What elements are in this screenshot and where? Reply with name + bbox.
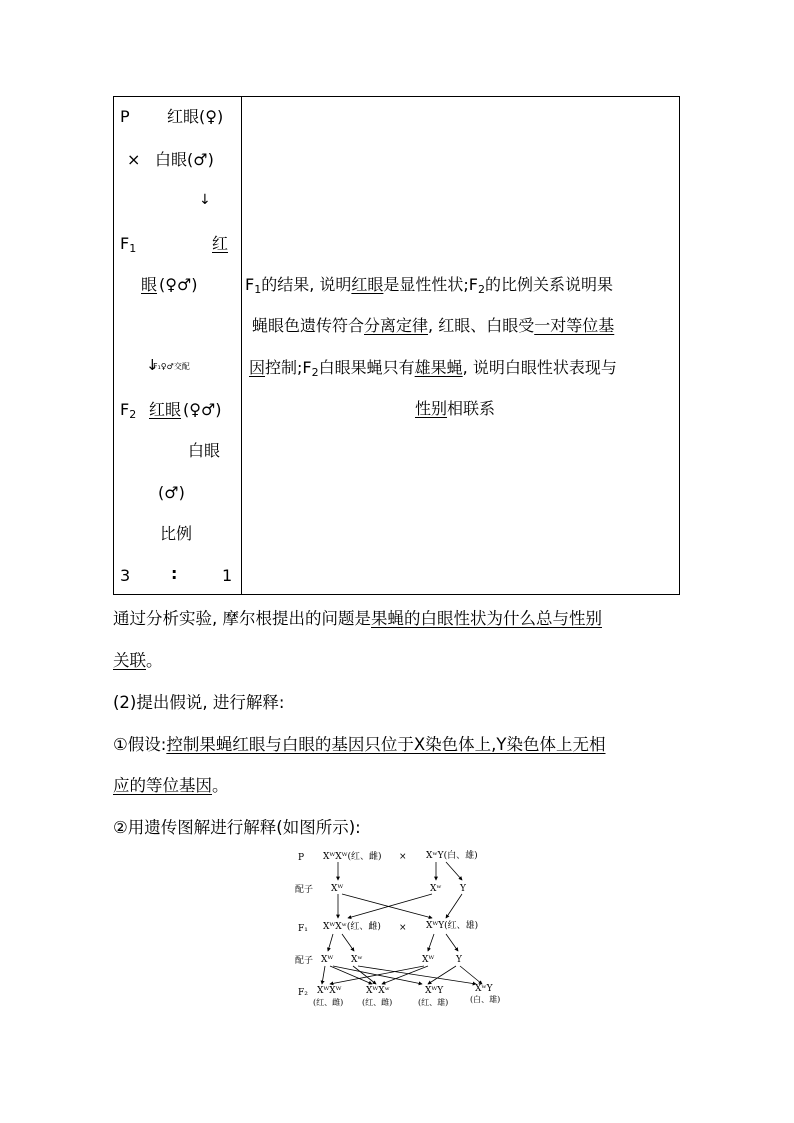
answer-sex: 性别	[415, 399, 448, 418]
hypothesis-heading: (2)提出假说, 进行解释:	[113, 693, 285, 712]
cross-symbol: ×	[127, 150, 141, 169]
arrow	[446, 894, 462, 918]
diagram-gamete: Y	[460, 884, 466, 894]
text: 的比例关系说明果	[485, 275, 614, 294]
diagram-f1-female: XᵂXʷ(红、雌)	[323, 922, 381, 932]
diagram-offspring: XᵂY	[425, 986, 444, 996]
f1-sub: 1	[129, 242, 137, 255]
text: 是显性性状;F	[383, 275, 479, 294]
diagram-offspring: XᵂXᵂ	[317, 986, 342, 996]
f2-white-eye: 白眼	[188, 441, 221, 460]
diagram-p-female: XᵂXᵂ(红、雌)	[323, 852, 382, 862]
text: 通过分析实验, 摩尔根提出的问题是	[113, 609, 371, 628]
text: 。	[146, 651, 163, 670]
diagram-offspring-desc: (红、雄)	[418, 998, 449, 1007]
arrow	[322, 966, 325, 984]
diagram-offspring: XʷY	[475, 984, 493, 994]
diagram-p-cross: ×	[399, 852, 407, 862]
f1-cross-note: F₁♀♂交配	[153, 362, 190, 371]
text: 控制;F	[265, 358, 312, 377]
f1-letter: F	[120, 234, 130, 253]
diagram-p-male: XʷY(白、雄)	[426, 851, 478, 861]
text: F	[245, 275, 255, 294]
answer-segregation-law: 分离定律	[364, 316, 429, 335]
f2-red-eye: 红眼	[149, 400, 182, 419]
arrow	[428, 966, 456, 984]
arrow	[382, 966, 428, 984]
text: 蝇眼色遗传符合	[252, 316, 365, 335]
arrow	[328, 934, 333, 951]
f1-red-part-b: 眼	[141, 275, 158, 294]
diagram-offspring: XᵂXʷ	[366, 986, 390, 996]
answer-allele-pair-end: 因	[249, 358, 266, 377]
f2-white-sex: (♂)	[158, 483, 185, 502]
diagram-f1-label: F₁	[298, 924, 308, 934]
sub: 2	[311, 366, 319, 379]
ratio-label: 比例	[160, 524, 193, 543]
answer-question: 果蝇的白眼性状为什么总与性别	[371, 609, 602, 628]
ratio-three: 3	[120, 566, 131, 585]
answer-question-end: 关联	[113, 651, 146, 670]
answer-red-eye: 红眼	[351, 275, 384, 294]
text: 相联系	[447, 399, 496, 418]
p-red-eye: 红眼(♀)	[167, 107, 224, 126]
cross-down-arrow-icon: ↓	[146, 356, 159, 374]
arrow	[446, 862, 462, 880]
f2-letter: F	[120, 400, 130, 419]
diagram-gamete: Xᵂ	[422, 955, 435, 965]
f1-red-part-a: 红	[212, 234, 229, 253]
text: ①假设:	[113, 735, 167, 754]
diagram-gamete: Y	[456, 955, 462, 965]
text: 的结果, 说明	[261, 275, 352, 294]
down-arrow-icon: ↓	[199, 192, 211, 208]
diagram-offspring-desc: (红、雌)	[313, 998, 344, 1007]
text: 白眼果蝇只有	[318, 358, 415, 377]
ratio-one: 1	[222, 566, 233, 585]
diagram-intro: ②用遗传图解进行解释(如图所示):	[113, 818, 361, 837]
diagram-gamete: Xᵂ	[331, 884, 344, 894]
arrow	[330, 966, 372, 984]
diagram-offspring-desc: (红、雌)	[362, 998, 393, 1007]
diagram-gamete: Xᵂ	[321, 955, 334, 965]
answer-hypothesis: 控制果蝇红眼与白眼的基因只位于X染色体上,Y染色体上无相	[166, 735, 606, 754]
sub: 1	[254, 283, 262, 296]
f2-sub: 2	[129, 408, 137, 421]
diagram-p-label: P	[298, 853, 305, 863]
text: , 说明白眼性状表现与	[462, 358, 617, 377]
text: 。	[212, 776, 229, 795]
f2-red-sex: (♀♂)	[183, 400, 222, 419]
arrow	[446, 934, 458, 951]
diagram-f1-cross: ×	[399, 923, 407, 933]
diagram-f1-male: XᵂY(红、雄)	[426, 921, 479, 931]
diagram-gamete: Xʷ	[351, 955, 363, 965]
diagram-gamete-label-1: 配子	[295, 885, 314, 895]
f1-sex: (♀♂)	[159, 275, 198, 294]
answer-male-fly: 雄果蝇	[414, 358, 463, 377]
arrow	[353, 966, 376, 984]
answer-hypothesis-end: 应的等位基因	[113, 776, 212, 795]
p-label: P	[120, 107, 130, 126]
arrow	[428, 934, 434, 951]
text: , 红眼、白眼受	[428, 316, 535, 335]
diagram-gamete-label-2: 配子	[295, 956, 314, 966]
diagram-gamete: Xʷ	[430, 884, 442, 894]
diagram-f2-label: F₂	[298, 988, 308, 998]
diagram-offspring-desc: (白、雄)	[470, 995, 501, 1004]
arrow	[342, 934, 354, 951]
p-white-eye: 白眼(♂)	[155, 150, 214, 169]
ratio-colon: :	[171, 564, 178, 583]
arrow	[460, 966, 482, 984]
sub: 2	[478, 283, 486, 296]
answer-allele-pair: 一对等位基	[534, 316, 615, 335]
